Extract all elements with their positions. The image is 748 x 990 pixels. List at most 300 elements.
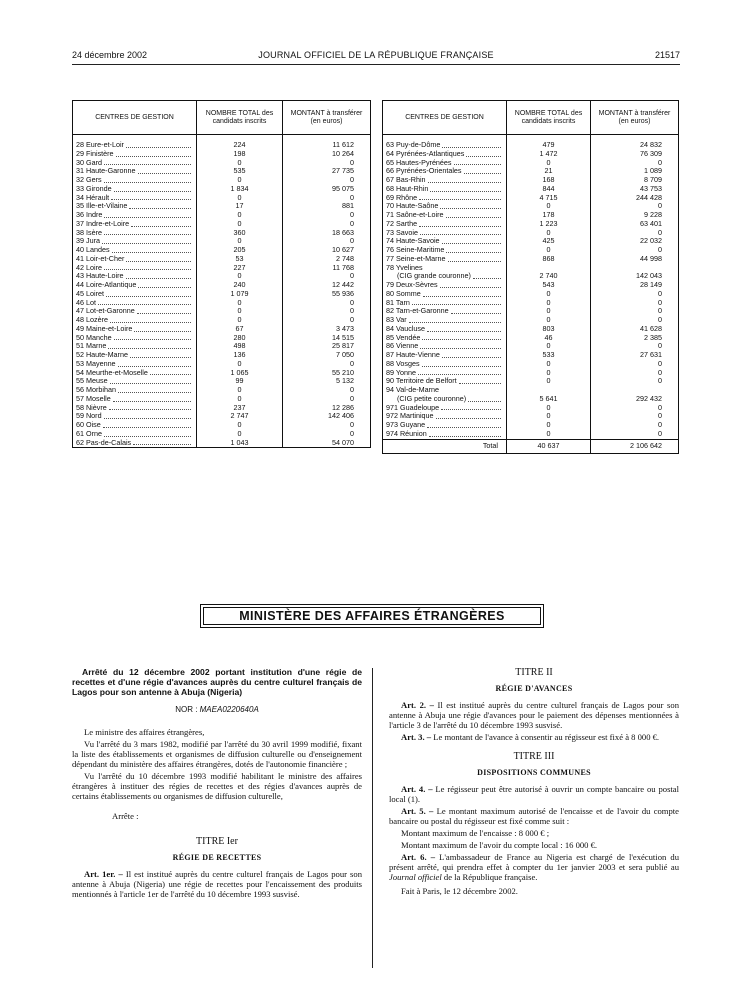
table-row [73,342,371,351]
centre-name: 972 Martinique [383,412,507,421]
candidate-count: 0 [507,421,591,430]
centre-name: 34 Hérault [73,194,197,203]
table-row [73,412,371,421]
col-header-centre: CENTRES DE GESTION [73,101,197,135]
amount-euros: 0 [591,360,679,369]
amount-euros: 2 748 [283,255,371,264]
candidate-count: 136 [197,351,283,360]
candidate-count: 0 [507,202,591,211]
table-row [383,159,679,168]
max-avoir: Montant maximum de l'avoir du compte local : 16 000 €. [401,840,598,850]
candidate-count: 0 [197,421,283,430]
candidate-count: 280 [197,334,283,343]
amount-euros: 0 [283,421,371,430]
ministry-heading-box [200,604,544,628]
amount-euros: 12 442 [283,281,371,290]
candidate-count: 498 [197,342,283,351]
candidate-count: 535 [197,167,283,176]
centre-name: 80 Somme [383,290,507,299]
titre-1: TITRE Ier [196,836,238,848]
candidate-count: 0 [197,220,283,229]
centre-name: 47 Lot-et-Garonne [73,307,197,316]
table-row [383,272,679,281]
table-row [73,281,371,290]
table-row [73,272,371,281]
table-row [73,211,371,220]
table-row [383,377,679,386]
table-row [383,395,679,404]
table-row [383,185,679,194]
table-row [383,316,679,325]
centre-name: (CIG petite couronne) [383,395,507,404]
candidate-count: 0 [507,299,591,308]
candidate-count: 224 [197,141,283,150]
column-divider [372,668,373,968]
ministry-heading: MINISTÈRE DES AFFAIRES ÉTRANGÈRES [203,607,541,625]
amount-euros [591,264,679,273]
table-row [73,307,371,316]
candidate-count: 178 [507,211,591,220]
table-row [73,229,371,238]
centre-name: 73 Savoie [383,229,507,238]
col-header-montant: MONTANT à transférer (en euros) [283,101,371,135]
centre-name: 41 Loir-et-Cher [73,255,197,264]
centre-name: 61 Orne [73,430,197,439]
candidate-count: 1 043 [197,439,283,448]
candidate-count: 844 [507,185,591,194]
amount-euros: 244 428 [591,194,679,203]
candidate-count: 0 [197,194,283,203]
centre-name: 56 Morbihan [73,386,197,395]
centre-name: (CIG grande couronne) [383,272,507,281]
candidate-count: 1 065 [197,369,283,378]
candidate-count: 0 [507,316,591,325]
minister-line: Le ministre des affaires étrangères, [84,727,205,738]
centre-name: 67 Bas-Rhin [383,176,507,185]
centre-name: 78 Yvelines [383,264,507,273]
centre-name: 57 Moselle [73,395,197,404]
amount-euros: 22 032 [591,237,679,246]
amount-euros: 0 [591,342,679,351]
candidate-count: 0 [507,290,591,299]
decree-title: Arrêté du 12 décembre 2002 portant institution d'une régie de recettes et d'une régie d'avances auprès du centre culturel français de Lagos pour son antenne à Abuja (Nigeria) [72,667,362,697]
candidate-count: 0 [197,386,283,395]
candidate-count: 67 [197,325,283,334]
centre-name: 28 Eure-et-Loir [73,141,197,150]
amount-euros: 0 [591,202,679,211]
candidate-count: 4 715 [507,194,591,203]
candidate-count: 0 [197,430,283,439]
table-row [73,404,371,413]
col-header-centre: CENTRES DE GESTION [383,101,507,135]
table-row [383,334,679,343]
table-row [73,439,371,448]
centre-name: 33 Gironde [73,185,197,194]
table-row [73,360,371,369]
article-6: Art. 6. – L'ambassadeur de France au Nigeria est chargé de l'exécution du présent arrêté, qui prendra effet à compter du 1er janvier 2003 et sera publié au Journal officiel de la République française. [389,852,679,882]
amount-euros: 55 210 [283,369,371,378]
centre-name: 51 Marne [73,342,197,351]
candidate-count: 2 747 [197,412,283,421]
table-row [73,167,371,176]
candidate-count: 0 [507,246,591,255]
amount-euros: 27 735 [283,167,371,176]
centre-name: 44 Loire-Atlantique [73,281,197,290]
table-row [383,167,679,176]
table-row [73,316,371,325]
candidate-count: 46 [507,334,591,343]
table-row [383,360,679,369]
table-row [73,421,371,430]
amount-euros: 43 753 [591,185,679,194]
candidate-count: 0 [197,176,283,185]
arrete-line: Arrête : [112,811,139,822]
candidate-count: 1 079 [197,290,283,299]
centre-name: 38 Isère [73,229,197,238]
centre-name: 60 Oise [73,421,197,430]
amount-euros: 0 [283,220,371,229]
amount-euros: 0 [283,395,371,404]
amount-euros: 0 [283,237,371,246]
table-row [73,377,371,386]
amount-euros: 0 [283,307,371,316]
candidate-count: 1 834 [197,185,283,194]
amount-euros: 63 401 [591,220,679,229]
article-3: Art. 3. – Le montant de l'avance à consentir au régisseur est fixé à 8 000 €. [401,732,660,742]
table-row [383,220,679,229]
table-row [383,325,679,334]
header-rule [72,64,680,65]
table-row [73,430,371,439]
centre-name: 82 Tarn-et-Garonne [383,307,507,316]
centre-name: 39 Jura [73,237,197,246]
table-row [383,307,679,316]
centre-name: 973 Guyane [383,421,507,430]
article-1: Art. 1er. – Il est institué auprès du centre culturel français de Lagos pour son antenne à Abuja (Nigeria) une régie de recettes pour l'encaissement des produits mentionnés à l'article 1er de l'arrêté du 10 décembre 1993 susvisé. [72,869,362,900]
table-row [73,351,371,360]
amount-euros: 0 [283,386,371,395]
amount-euros: 0 [591,159,679,168]
candidate-count: 0 [197,159,283,168]
candidate-count [507,386,591,395]
table-row [383,342,679,351]
amount-euros: 0 [283,194,371,203]
centre-name: 29 Finistère [73,150,197,159]
titre-2: TITRE II [515,667,553,678]
candidate-count: 0 [507,369,591,378]
page-header [72,50,680,64]
candidate-count: 0 [507,404,591,413]
centre-name: 65 Hautes-Pyrénées [383,159,507,168]
centre-name: 64 Pyrénées-Atlantiques [383,150,507,159]
titre-1-subtitle: RÉGIE DE RECETTES [172,853,262,863]
centre-name: 42 Loire [73,264,197,273]
amount-euros: 76 309 [591,150,679,159]
amount-euros: 0 [591,229,679,238]
centre-name: 63 Puy-de-Dôme [383,141,507,150]
total-label: Total [383,439,507,453]
table-row [73,185,371,194]
table-row [73,369,371,378]
candidate-count: 198 [197,150,283,159]
centre-name: 54 Meurthe-et-Moselle [73,369,197,378]
centre-name: 55 Meuse [73,377,197,386]
table-row [383,176,679,185]
table-row [383,281,679,290]
amount-euros: 10 264 [283,150,371,159]
amount-euros: 14 515 [283,334,371,343]
visa-1: Vu l'arrêté du 3 mars 1982, modifié par l'arrêté du 30 avril 1999 modifié, fixant la liste des établissements et organismes de diffusion culturelle ou d'enseignement dépendant du ministère des affaires étrangères, dotés de l'autonomie financière ; [72,739,362,770]
amount-euros: 0 [591,246,679,255]
centre-name: 31 Haute-Garonne [73,167,197,176]
table-row [73,159,371,168]
header-page-number: 21517 [654,50,680,60]
amount-euros: 0 [591,404,679,413]
table-row [383,255,679,264]
decree-left-column [72,668,362,901]
candidate-count: 0 [507,360,591,369]
amount-euros: 0 [283,360,371,369]
centre-name: 974 Réunion [383,430,507,439]
table-row [383,299,679,308]
centre-name: 62 Pas-de-Calais [73,439,197,448]
header-date: 24 décembre 2002 [72,50,148,60]
amount-euros: 55 936 [283,290,371,299]
centre-name: 74 Haute-Savoie [383,237,507,246]
amount-euros: 24 832 [591,141,679,150]
amount-euros: 292 432 [591,395,679,404]
candidate-count: 168 [507,176,591,185]
table-row [73,150,371,159]
col-header-nombre: NOMBRE TOTAL des candidats inscrits [197,101,283,135]
candidate-count: 0 [197,316,283,325]
table-row [383,211,679,220]
amount-euros: 1 089 [591,167,679,176]
table-row [383,237,679,246]
table-row [383,430,679,439]
centre-name: 59 Nord [73,412,197,421]
centre-name: 971 Guadeloupe [383,404,507,413]
amount-euros: 881 [283,202,371,211]
table-row [383,421,679,430]
centre-name: 46 Lot [73,299,197,308]
centre-name: 76 Seine-Maritime [383,246,507,255]
table-row [383,141,679,150]
amount-euros: 0 [591,412,679,421]
centre-name: 66 Pyrénées-Orientales [383,167,507,176]
amount-euros: 28 149 [591,281,679,290]
candidate-count: 5 641 [507,395,591,404]
table-row [383,351,679,360]
candidate-count: 425 [507,237,591,246]
amount-euros: 11 768 [283,264,371,273]
amount-euros: 0 [283,430,371,439]
candidate-count: 0 [507,159,591,168]
candidate-count: 0 [197,211,283,220]
candidate-count: 0 [197,395,283,404]
table-row [383,202,679,211]
amount-euros: 0 [591,430,679,439]
signature-line: Fait à Paris, le 12 décembre 2002. [401,886,518,896]
max-encaisse: Montant maximum de l'encaisse : 8 000 € ; [401,828,550,838]
centre-name: 86 Vienne [383,342,507,351]
article-4: Art. 4. – Le régisseur peut être autorisé à ouvrir un compte bancaire ou postal local (1). [389,784,680,804]
centre-name: 45 Loiret [73,290,197,299]
amount-euros [591,386,679,395]
centre-name: 58 Nièvre [73,404,197,413]
centre-name: 53 Mayenne [73,360,197,369]
amount-euros: 9 228 [591,211,679,220]
table-row [73,386,371,395]
table-row [383,194,679,203]
centre-name: 87 Haute-Vienne [383,351,507,360]
centre-name: 69 Rhône [383,194,507,203]
centre-name: 88 Vosges [383,360,507,369]
candidate-count: 0 [197,237,283,246]
centre-name: 94 Val-de-Marne [383,386,507,395]
candidate-count: 2 740 [507,272,591,281]
centre-name: 40 Landes [73,246,197,255]
amount-euros: 0 [591,307,679,316]
header-journal-title: JOURNAL OFFICIEL DE LA RÉPUBLIQUE FRANÇAISE [258,50,494,60]
table-row [383,290,679,299]
candidate-count: 0 [507,430,591,439]
titre-3-subtitle: DISPOSITIONS COMMUNES [477,768,591,777]
total-count: 40 637 [507,439,591,453]
amount-euros: 0 [591,290,679,299]
centre-name: 81 Tarn [383,299,507,308]
candidate-count: 0 [507,342,591,351]
candidate-count: 0 [507,229,591,238]
centre-name: 85 Vendée [383,334,507,343]
titre-2-subtitle: RÉGIE D'AVANCES [495,684,573,693]
table-row [73,325,371,334]
right-table [382,100,679,454]
table-row [73,176,371,185]
amount-euros: 142 043 [591,272,679,281]
amount-euros: 54 070 [283,439,371,448]
candidate-count: 479 [507,141,591,150]
table-row [383,386,679,395]
visa-2: Vu l'arrêté du 10 décembre 1993 modifié habilitant le ministre des affaires étrangères à instituer des régies de recettes et des régies d'avances auprès de certains établissements ou organismes de diffusion culturelle, [72,771,362,802]
centre-name: 84 Vaucluse [383,325,507,334]
candidate-count: 0 [197,307,283,316]
centre-name: 43 Haute-Loire [73,272,197,281]
candidate-count: 53 [197,255,283,264]
candidate-count: 99 [197,377,283,386]
centre-name: 71 Saône-et-Loire [383,211,507,220]
amount-euros: 12 286 [283,404,371,413]
centre-name: 79 Deux-Sèvres [383,281,507,290]
total-row [383,439,679,453]
candidate-count: 0 [197,272,283,281]
candidate-count: 0 [197,360,283,369]
centre-name: 37 Indre-et-Loire [73,220,197,229]
table-row [73,334,371,343]
table-row [383,229,679,238]
amount-euros: 44 998 [591,255,679,264]
centre-name: 35 Ille-et-Vilaine [73,202,197,211]
table-row [73,299,371,308]
table-row [73,395,371,404]
candidate-count: 868 [507,255,591,264]
table-row [73,237,371,246]
amount-euros: 0 [591,316,679,325]
candidate-count: 227 [197,264,283,273]
amount-euros: 0 [283,272,371,281]
amount-euros: 11 612 [283,141,371,150]
candidate-count [507,264,591,273]
amount-euros: 5 132 [283,377,371,386]
amount-euros: 142 406 [283,412,371,421]
table-row [383,264,679,273]
table-row [73,141,371,150]
amount-euros: 3 473 [283,325,371,334]
centre-name: 30 Gard [73,159,197,168]
candidate-count: 240 [197,281,283,290]
amount-euros: 41 628 [591,325,679,334]
amount-euros: 0 [591,299,679,308]
amount-euros: 0 [283,316,371,325]
candidate-count: 0 [507,307,591,316]
titre-3: TITRE III [513,751,555,762]
amount-euros: 10 627 [283,246,371,255]
article-2: Art. 2. – Il est institué auprès du centre culturel français de Lagos pour son antenne à Abuja une régie d'avances pour le paiement des dépenses mentionnées à l'article 3 de l'arrêté du 10 décembre 1993 susvisé. [389,700,679,730]
amount-euros: 2 385 [591,334,679,343]
table-row [383,412,679,421]
amount-euros: 8 709 [591,176,679,185]
candidate-count: 803 [507,325,591,334]
table-row [383,404,679,413]
centre-name: 50 Manche [73,334,197,343]
table-row [383,246,679,255]
amount-euros: 0 [591,377,679,386]
amount-euros: 7 050 [283,351,371,360]
amount-euros: 0 [591,369,679,378]
centre-name: 72 Sarthe [383,220,507,229]
table-row [73,220,371,229]
table-row [383,369,679,378]
left-table [72,100,371,448]
centre-name: 68 Haut-Rhin [383,185,507,194]
amount-euros: 18 663 [283,229,371,238]
candidate-count: 360 [197,229,283,238]
candidate-count: 0 [197,299,283,308]
candidate-count: 205 [197,246,283,255]
table-row [73,290,371,299]
candidate-count: 0 [507,412,591,421]
centre-name: 70 Haute-Saône [383,202,507,211]
candidate-count: 1 472 [507,150,591,159]
amount-euros: 0 [283,299,371,308]
table-row [73,194,371,203]
centre-name: 48 Lozère [73,316,197,325]
centre-name: 89 Yonne [383,369,507,378]
candidate-count: 533 [507,351,591,360]
amount-euros: 27 631 [591,351,679,360]
article-5: Art. 5. – Le montant maximum autorisé de l'encaisse et de l'avoir du compte bancaire ou postal du régisseur est fixé comme suit : [389,806,679,826]
amount-euros: 25 817 [283,342,371,351]
amount-euros: 0 [283,176,371,185]
table-row [73,255,371,264]
amount-euros: 0 [283,211,371,220]
amount-euros: 95 075 [283,185,371,194]
candidate-count: 0 [507,377,591,386]
candidate-count: 21 [507,167,591,176]
centre-name: 49 Maine-et-Loire [73,325,197,334]
centre-name: 32 Gers [73,176,197,185]
nor-reference: NOR : MAEA0220640A [175,705,259,715]
